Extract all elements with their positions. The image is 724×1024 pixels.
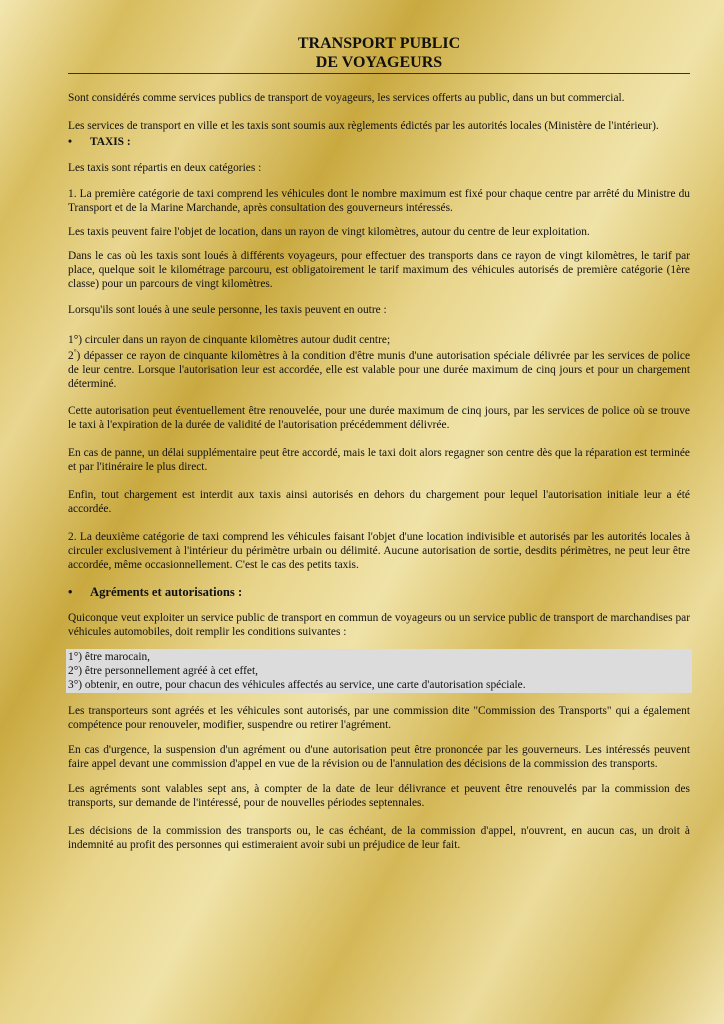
page-title <box>68 34 690 74</box>
document-page <box>68 34 690 852</box>
paragraph-category-2: 2. La deuxième catégorie de taxi comprend les véhicules faisant l'objet d'une location indivisible et autorisés par les autorités locales à circuler exclusivement à l'intérieur du périmètre urbain ou délimité. Aucune autorisation de sortie, desdits périmètres, ne peut leur être accordée, même occasionnellement. C'est le cas des petits taxis. <box>68 531 690 571</box>
paragraph-cas-loues: Dans le cas où les taxis sont loués à différents voyageurs, pour effectuer des transports dans ce rayon de vingt kilomètres, le tarif par place, quelque soit le kilométrage parcouru, est obligatoirement le tarif maximum des véhicules autorisés de première catégorie (1ère classe) pour un parcours de vingt kilomètres. <box>68 250 690 290</box>
title-line-1: TRANSPORT PUBLIC <box>297 35 461 52</box>
paragraph-panne: En cas de panne, un délai supplémentaire peut être accordé, mais le taxi doit alors regagner son centre dès que la réparation est terminée et par l'itinéraire le plus direct. <box>68 447 690 473</box>
list-item-1: 1°) circuler dans un rayon de cinquante kilomètres autour dudit centre; <box>68 334 391 346</box>
list-item-2-number: 2 <box>68 350 74 362</box>
paragraph-valables: Les agréments sont valables sept ans, à compter de la date de leur délivrance et peuvent être renouvelés par la commission des transports, sur demande de l'intéressé, pour de nouvelles périodes septennales. <box>68 783 690 809</box>
paragraph-enfin: Enfin, tout chargement est interdit aux taxis ainsi autorisés en dehors du chargement pour lequel l'autorisation initiale leur a été accordée. <box>68 489 690 515</box>
conditions-list <box>66 649 692 693</box>
paragraph-urgence: En cas d'urgence, la suspension d'un agrément ou d'une autorisation peut être prononcée par les gouverneurs. Les intéressés peuvent faire appel devant une commission d'appel en vue de la révision ou de l'annulation des décisions de la commission des transports. <box>68 744 690 770</box>
paragraph-intro-1: Sont considérés comme services publics de transport de voyageurs, les services offerts au public, dans un but commercial. <box>68 92 625 104</box>
list-item-2-degree: ° <box>73 348 77 356</box>
condition-item: 3°) obtenir, en outre, pour chacun des véhicules affectés au service, une carte d'autorisation spéciale. <box>68 679 526 691</box>
title-line-2: DE VOYAGEURS <box>315 54 443 71</box>
list-item-2-text: ) dépasser ce rayon de cinquante kilomètres à la condition d'être munis d'une autorisation spéciale délivrée par les services de police de leur centre. Lorsque l'autorisation leur est accordée, elle est valable pour une durée maximum de cinq jours et pour un chargement déterminé. <box>68 350 690 390</box>
paragraph-lorsque: Lorsqu'ils sont loués à une seule personne, les taxis peuvent en outre : <box>68 304 387 316</box>
list-item-2 <box>68 349 690 391</box>
paragraph-decisions: Les décisions de la commission des transports ou, le cas échéant, de la commission d'appel, n'ouvrent, en aucun cas, un droit à indemnité au profit des personnes qui estimeraient avoir subi un préjudice de leur fait. <box>68 825 690 851</box>
paragraph-renouvellement: Cette autorisation peut éventuellement être renouvelée, pour une durée maximum de cinq jours, par les services de police où se trouve le taxi à l'expiration de la durée de validité de l'autorisation précédemment délivrée. <box>68 405 690 431</box>
paragraph-location: Les taxis peuvent faire l'objet de location, dans un rayon de vingt kilomètres, autour du centre de leur exploitation. <box>68 226 590 238</box>
paragraph-intro-2: Les services de transport en ville et les taxis sont soumis aux règlements édictés par les autorités locales (Ministère de l'intérieur). <box>68 120 659 132</box>
heading-agrements: • Agréments et autorisations : <box>68 585 690 600</box>
heading-taxis: • TAXIS : <box>68 135 690 149</box>
paragraph-quiconque: Quiconque veut exploiter un service public de transport en commun de voyageurs ou un service public de transport de marchandises par véhicules automobiles, doit remplir les conditions suivantes : <box>68 612 690 638</box>
condition-item: 1°) être marocain, <box>68 651 151 663</box>
paragraph-category-1: 1. La première catégorie de taxi comprend les véhicules dont le nombre maximum est fixé pour chaque centre par arrêté du Ministre du Transport et de la Marine Marchande, après consultation des gouverneurs intéressés. <box>68 188 690 214</box>
paragraph-taxis-categories: Les taxis sont répartis en deux catégories : <box>68 162 262 174</box>
condition-item: 2°) être personnellement agréé à cet effet, <box>68 665 258 677</box>
paragraph-transporteurs: Les transporteurs sont agréés et les véhicules sont autorisés, par une commission dite "Commission des Transports" qui a également compétence pour renouveler, modifier, suspendre ou retirer l'agrément. <box>68 705 690 731</box>
